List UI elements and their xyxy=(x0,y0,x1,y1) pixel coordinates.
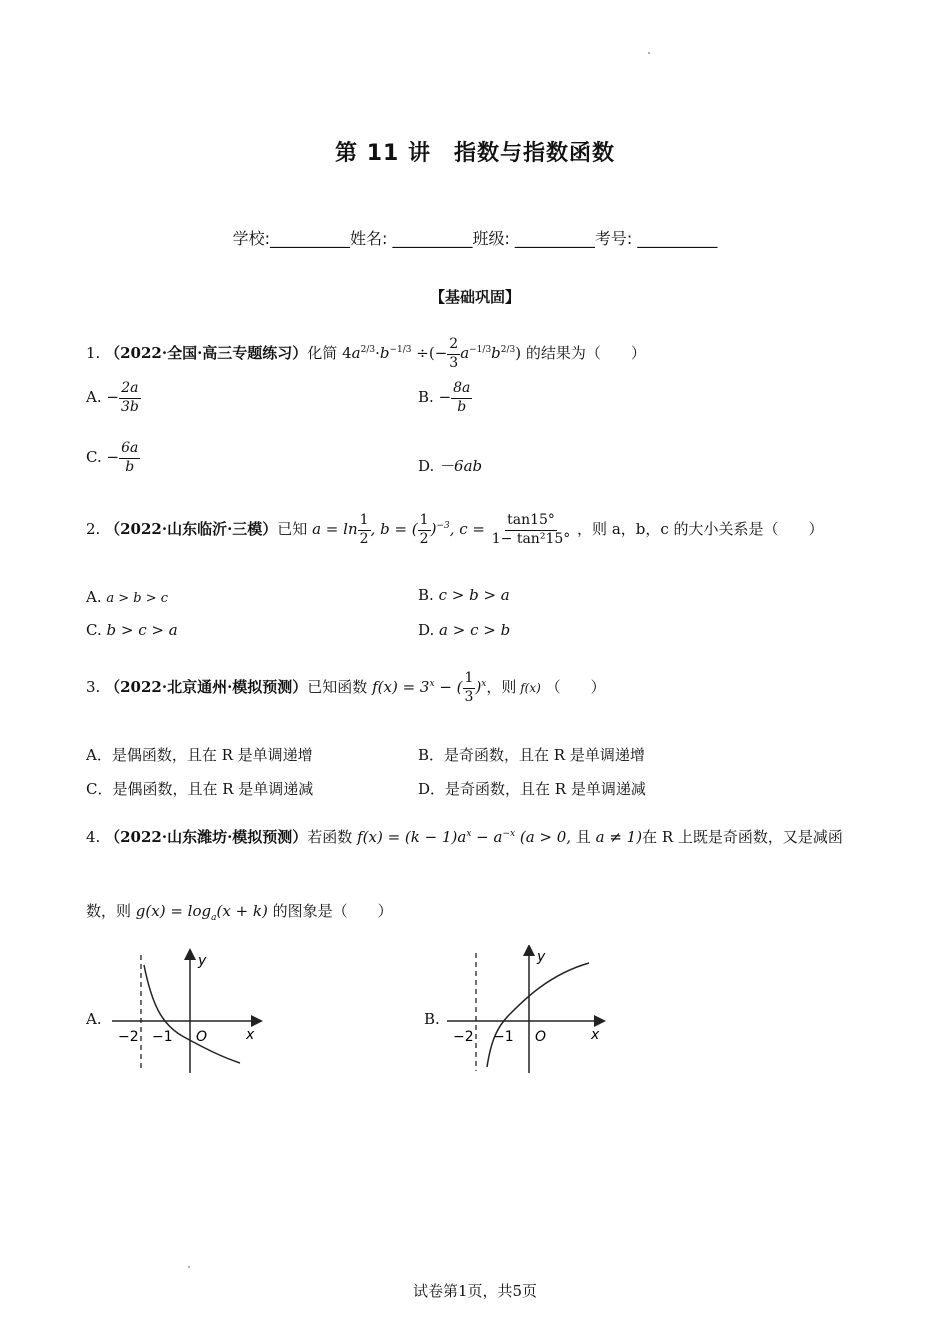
q1-expression: $4a^{2/3}\cdot b^{-1/3}$ ÷(− $\frac{2}{3}$ $a^{-1/3}b^{2/3}$) xyxy=(342,336,522,371)
origin-label: O xyxy=(196,1029,208,1045)
tick-minus-2: −2 xyxy=(118,1029,139,1045)
q4-function: $g(x) = \log_a(x + k)$ xyxy=(135,902,268,923)
question-text: 若函数 xyxy=(307,828,353,846)
option-a: A．是偶函数，且在 R 是单调递增 xyxy=(86,746,313,764)
question-source: （2022·全国·高三专题练习） xyxy=(105,344,308,362)
page-footer: 试卷第1页，共5页 xyxy=(412,1282,538,1300)
y-label: y xyxy=(198,953,207,969)
student-info-line: 学校:__________姓名: __________班级: __________考号: __________ xyxy=(232,229,718,248)
page-title: 第 11 讲 指数与指数函数 xyxy=(335,141,615,166)
question-text: 化简 xyxy=(307,344,338,362)
option-d: D. －6ab xyxy=(418,457,483,475)
question-text: 已知函数 xyxy=(307,678,368,696)
tick-minus-1: −1 xyxy=(493,1029,514,1045)
option-b: B. − $\frac{8a}{b}$ xyxy=(418,380,471,415)
option-b: B．是奇函数，且在 R 是单调递增 xyxy=(418,746,645,764)
option-a: A. − $\frac{2a}{3b}$ xyxy=(86,380,139,415)
question-source: （2022·山东临沂·三模） xyxy=(105,520,278,538)
x-label: x xyxy=(591,1027,600,1043)
y-label: y xyxy=(537,949,546,965)
q3-expression: $f(x) = 3^x$ − ( $\frac{1}{3}$ )$^x$ xyxy=(372,670,487,705)
question-source: （2022·北京通州·模拟预测） xyxy=(105,678,308,696)
graph-b xyxy=(447,945,607,1075)
option-c: C. − $\frac{6a}{b}$ xyxy=(86,440,139,475)
option-b: B. xyxy=(424,1010,440,1028)
option-d: D. a > c > b xyxy=(418,621,511,639)
q2-expression: a = ln $\frac{1}{2}$ , b = ( $\frac{1}{2}$ )$^{-3}$, c = $\frac{\tan 15^\circ}{\text{1− tan²15°}}$ xyxy=(312,512,571,547)
curve xyxy=(144,965,240,1063)
question-1 xyxy=(86,336,646,372)
question-number: 4. xyxy=(86,828,101,846)
origin-label: O xyxy=(535,1029,547,1045)
corner-mark xyxy=(648,52,650,54)
tick-minus-1: −1 xyxy=(152,1029,173,1045)
question-source: （2022·山东潍坊·模拟预测） xyxy=(105,828,308,846)
question-text: 的结果为（ ） xyxy=(525,344,646,362)
question-4-line2: 数，则 $g(x) = \log_a(x + k)$ 的图象是（ ） xyxy=(86,902,393,923)
section-heading: 【基础巩固】 xyxy=(429,288,520,306)
question-text: 已知 xyxy=(277,520,308,538)
option-b: B. c > b > a xyxy=(418,586,510,604)
question-4 xyxy=(86,826,843,847)
curve xyxy=(487,963,589,1067)
graph-a xyxy=(112,945,272,1075)
question-3: 3. （2022·北京通州·模拟预测）已知函数 $f(x) = 3^x$ − ( $\frac{1}{3}$ )$^x$，则 f(x) （ ） xyxy=(86,670,606,705)
option-d: D．是奇函数，且在 R 是单调递减 xyxy=(418,780,646,798)
option-c: C. b > c > a xyxy=(86,621,178,639)
corner-mark xyxy=(188,1266,190,1268)
question-number: 3. xyxy=(86,678,101,696)
tick-minus-2: −2 xyxy=(453,1029,474,1045)
x-label: x xyxy=(246,1027,255,1043)
question-text: ，则 a，b，c 的大小关系是（ ） xyxy=(577,520,824,538)
question-2 xyxy=(86,512,824,548)
question-text: 在 R 上既是奇函数，又是减函 xyxy=(642,828,843,846)
question-number: 2. xyxy=(86,520,101,538)
option-a: A. xyxy=(86,1010,102,1028)
option-a: A. a > b > c xyxy=(86,588,169,606)
question-number: 1. xyxy=(86,344,101,362)
q4-expression: $f(x) = (k - 1)a^x - a^{-x}$ (a > 0, 且 a ≠ 1) xyxy=(357,828,643,846)
option-c: C．是偶函数，且在 R 是单调递减 xyxy=(86,780,314,798)
